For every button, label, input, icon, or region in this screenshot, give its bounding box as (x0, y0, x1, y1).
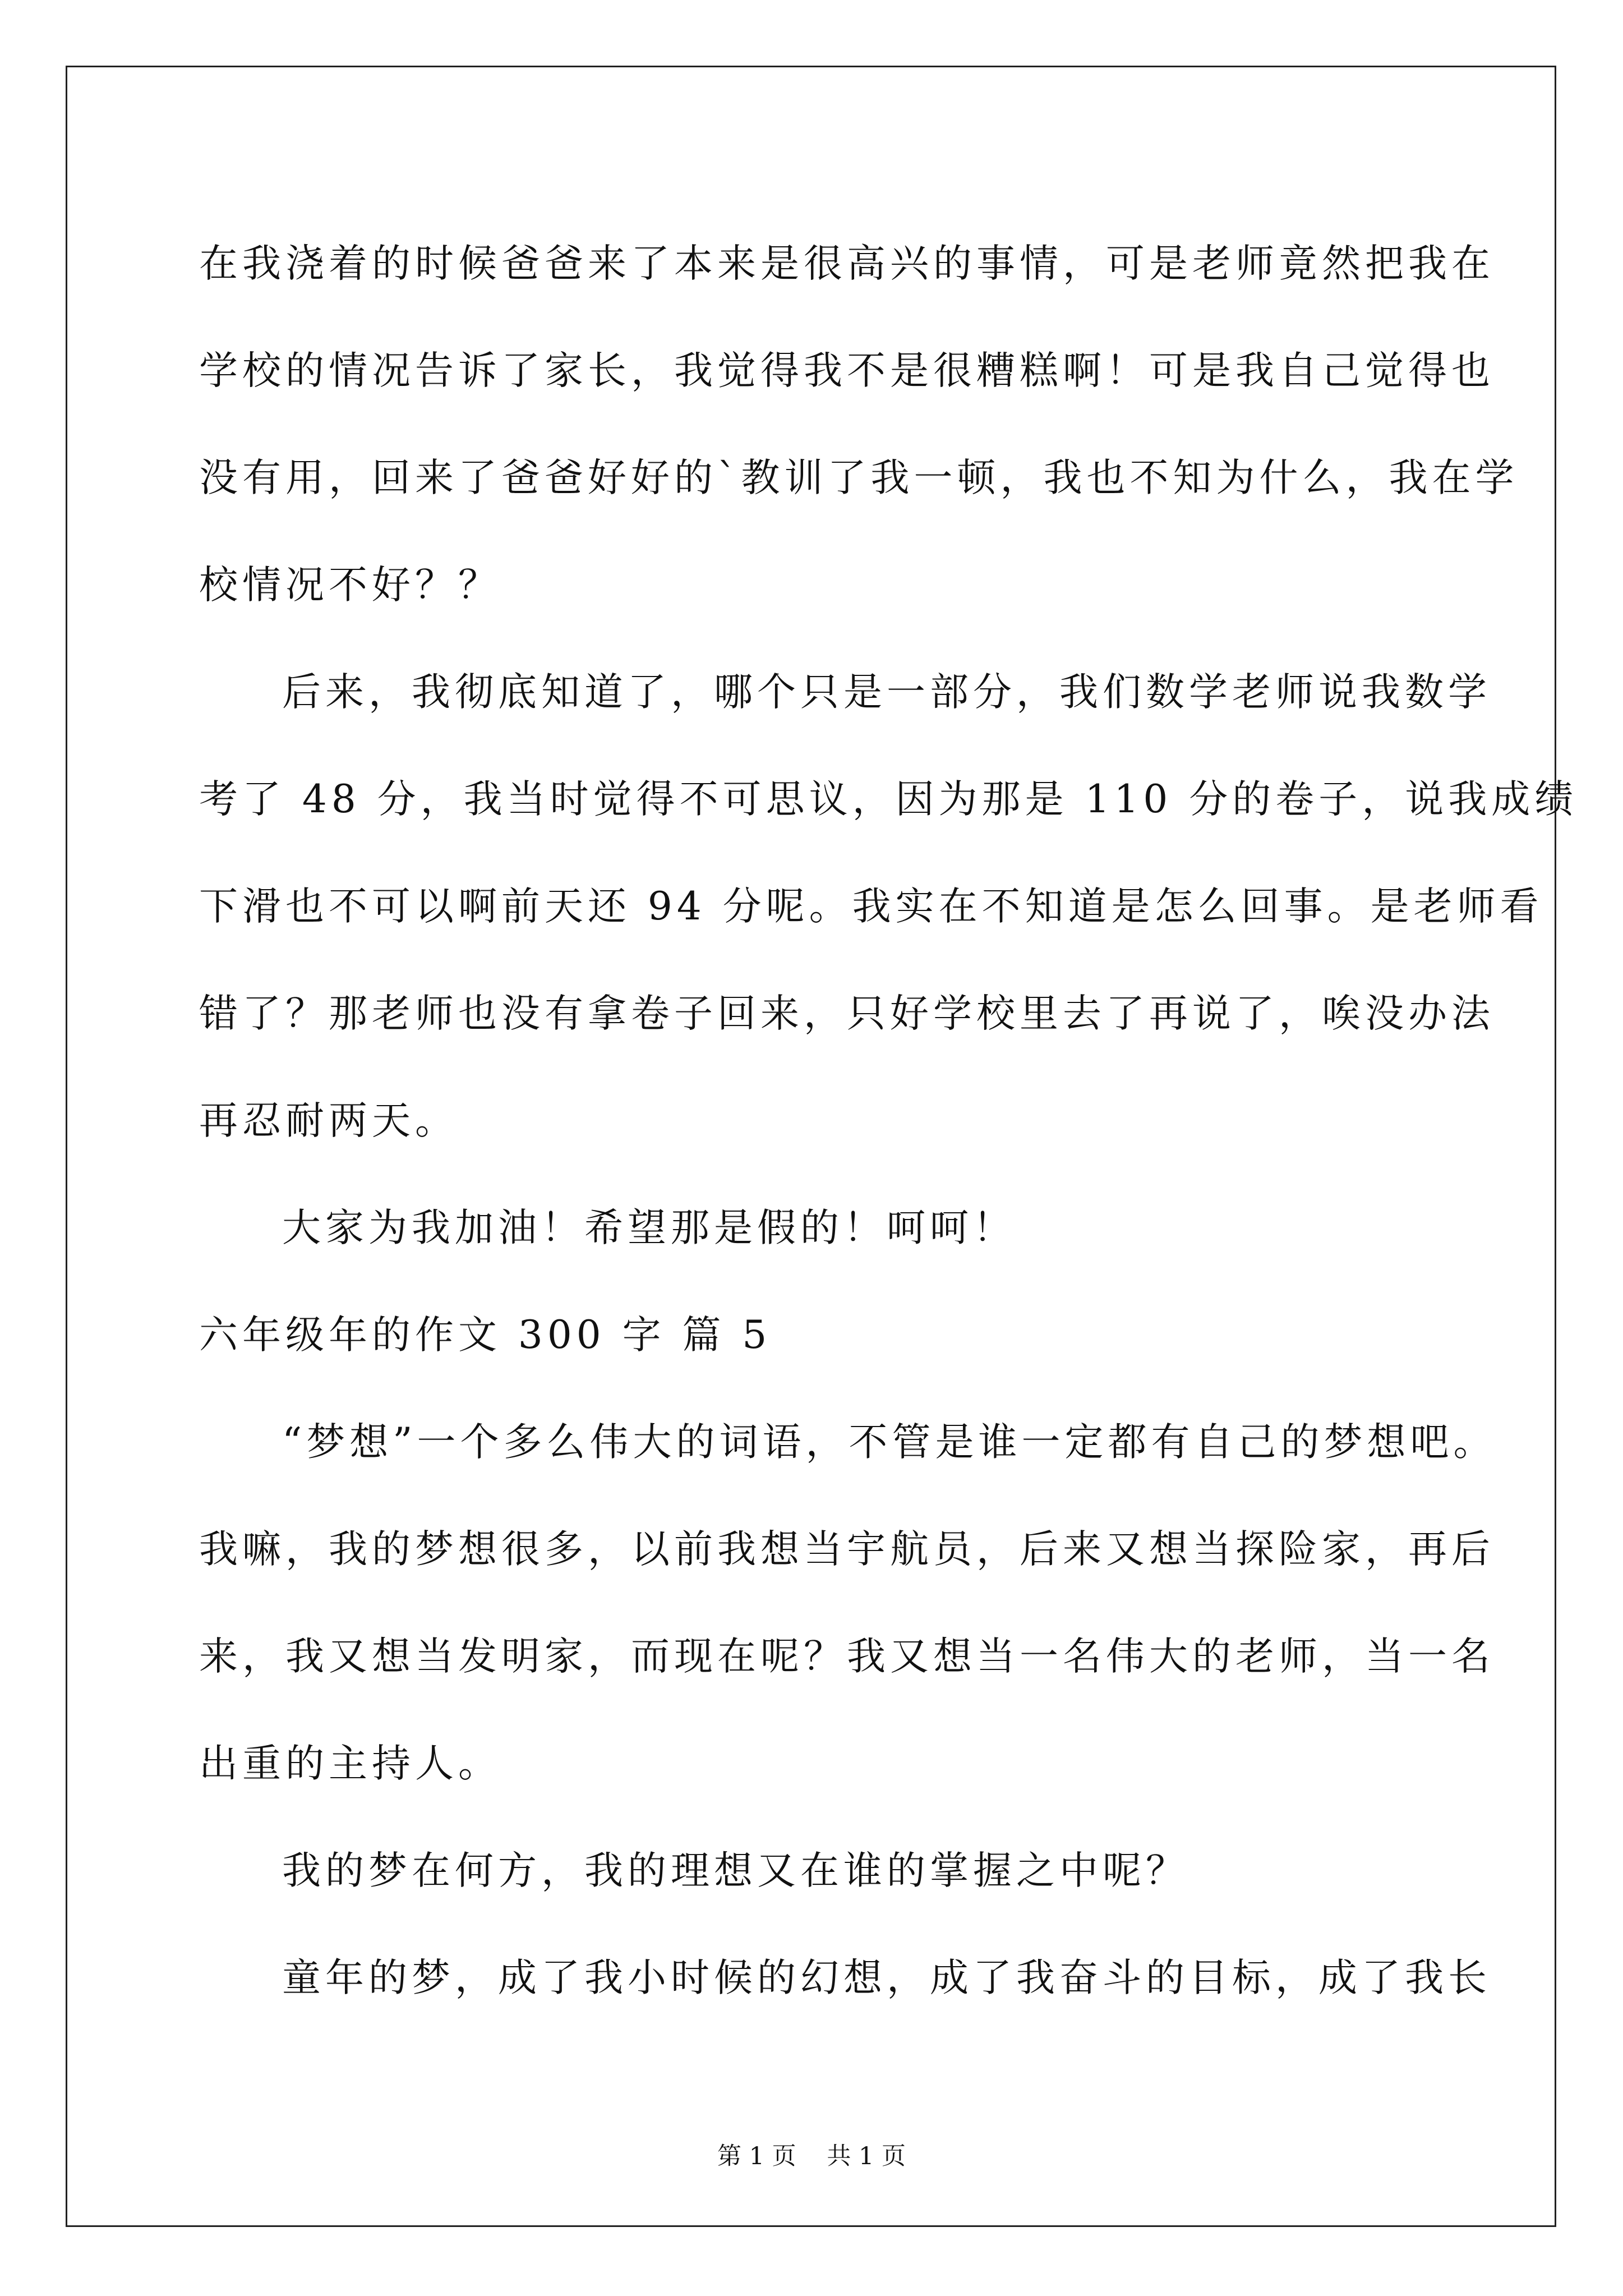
text-line: 我嘛，我的梦想很多，以前我想当宇航员，后来又想当探险家，再后 (199, 1527, 1495, 1572)
text-line: 下滑也不可以啊前天还 94 分呢。我实在不知道是怎么回事。是老师看 (199, 884, 1543, 929)
paragraph-first-line: 我的梦在何方，我的理想又在谁的掌握之中呢？ (282, 1848, 1189, 1893)
text-line: 在我浇着的时候爸爸来了本来是很高兴的事情，可是老师竟然把我在 (199, 241, 1495, 286)
text-line: 没有用，回来了爸爸好好的`教训了我一顿，我也不知为什么，我在学 (199, 455, 1519, 500)
paragraph-first-line: 后来，我彻底知道了，哪个只是一部分，我们数学老师说我数学 (282, 670, 1491, 715)
text-line: 再忍耐两天。 (199, 1098, 458, 1143)
text-line: 校情况不好？？ (199, 563, 501, 608)
page-footer: 第 1 页 共 1 页 (717, 2142, 906, 2170)
section-heading: 六年级年的作文 300 字 篇 5 (199, 1313, 772, 1358)
paragraph-first-line: 童年的梦，成了我小时候的幻想，成了我奋斗的目标，成了我长 (282, 1955, 1491, 2000)
paragraph-first-line: “梦想”一个多么伟大的词语，不管是谁一定都有自己的梦想吧。 (282, 1420, 1497, 1465)
text-line: 来，我又想当发明家，而现在呢？我又想当一名伟大的老师，当一名 (199, 1634, 1495, 1679)
text-line: 考了 48 分，我当时觉得不可思议，因为那是 110 分的卷子，说我成绩 (199, 777, 1578, 822)
text-line: 学校的情况告诉了家长，我觉得我不是很糟糕啊！可是我自己觉得也 (199, 348, 1495, 393)
document-body (199, 210, 1578, 2032)
text-line: 错了？那老师也没有拿卷子回来，只好学校里去了再说了，唉没办法 (199, 991, 1495, 1036)
text-line: 出重的主持人。 (199, 1741, 501, 1786)
paragraph-first-line: 大家为我加油！希望那是假的！呵呵！ (282, 1205, 1016, 1250)
